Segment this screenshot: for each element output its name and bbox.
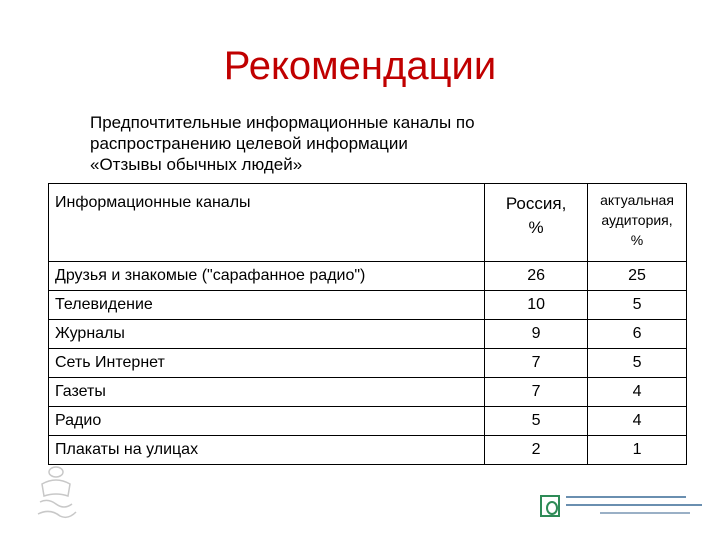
crest-logo-icon [30, 462, 82, 524]
subtitle-line: Предпочтительные информационные каналы по [90, 113, 475, 132]
channel-name: Сеть Интернет [49, 349, 485, 378]
table-row [49, 262, 687, 291]
header-russia [485, 184, 588, 262]
russia-value: 7 [485, 378, 588, 407]
channel-name: Плакаты на улицах [49, 436, 485, 465]
table-row [49, 320, 687, 349]
header-russia-line: % [528, 218, 544, 237]
russia-value: 2 [485, 436, 588, 465]
header-audience-line: актуальная [600, 192, 674, 208]
table-row [49, 349, 687, 378]
header-audience-line: аудитория, [601, 212, 673, 228]
subtitle-line: распространению целевой информации [90, 134, 408, 153]
header-channels: Информационные каналы [49, 184, 485, 262]
audience-value: 6 [588, 320, 687, 349]
russia-value: 10 [485, 291, 588, 320]
table-header-row [49, 184, 687, 262]
audience-value: 5 [588, 349, 687, 378]
slide-title: Рекомендации [223, 44, 497, 88]
vciom-logo-icon [540, 492, 705, 522]
header-audience-line: % [630, 232, 644, 248]
table-row [49, 378, 687, 407]
channels-table [48, 183, 687, 465]
russia-value: 9 [485, 320, 588, 349]
header-russia-line: Россия, [505, 194, 567, 213]
table-row [49, 291, 687, 320]
audience-value: 4 [588, 407, 687, 436]
audience-value: 1 [588, 436, 687, 465]
table-row [49, 407, 687, 436]
slide-subtitle [90, 112, 610, 175]
channel-name: Газеты [49, 378, 485, 407]
subtitle-line: «Отзывы обычных людей» [90, 155, 303, 174]
table-row [49, 436, 687, 465]
channel-name: Радио [49, 407, 485, 436]
audience-value: 25 [588, 262, 687, 291]
russia-value: 26 [485, 262, 588, 291]
channel-name: Телевидение [49, 291, 485, 320]
russia-value: 7 [485, 349, 588, 378]
audience-value: 5 [588, 291, 687, 320]
header-audience [588, 184, 687, 262]
channel-name: Журналы [49, 320, 485, 349]
audience-value: 4 [588, 378, 687, 407]
russia-value: 5 [485, 407, 588, 436]
channel-name: Друзья и знакомые ("сарафанное радио") [49, 262, 485, 291]
